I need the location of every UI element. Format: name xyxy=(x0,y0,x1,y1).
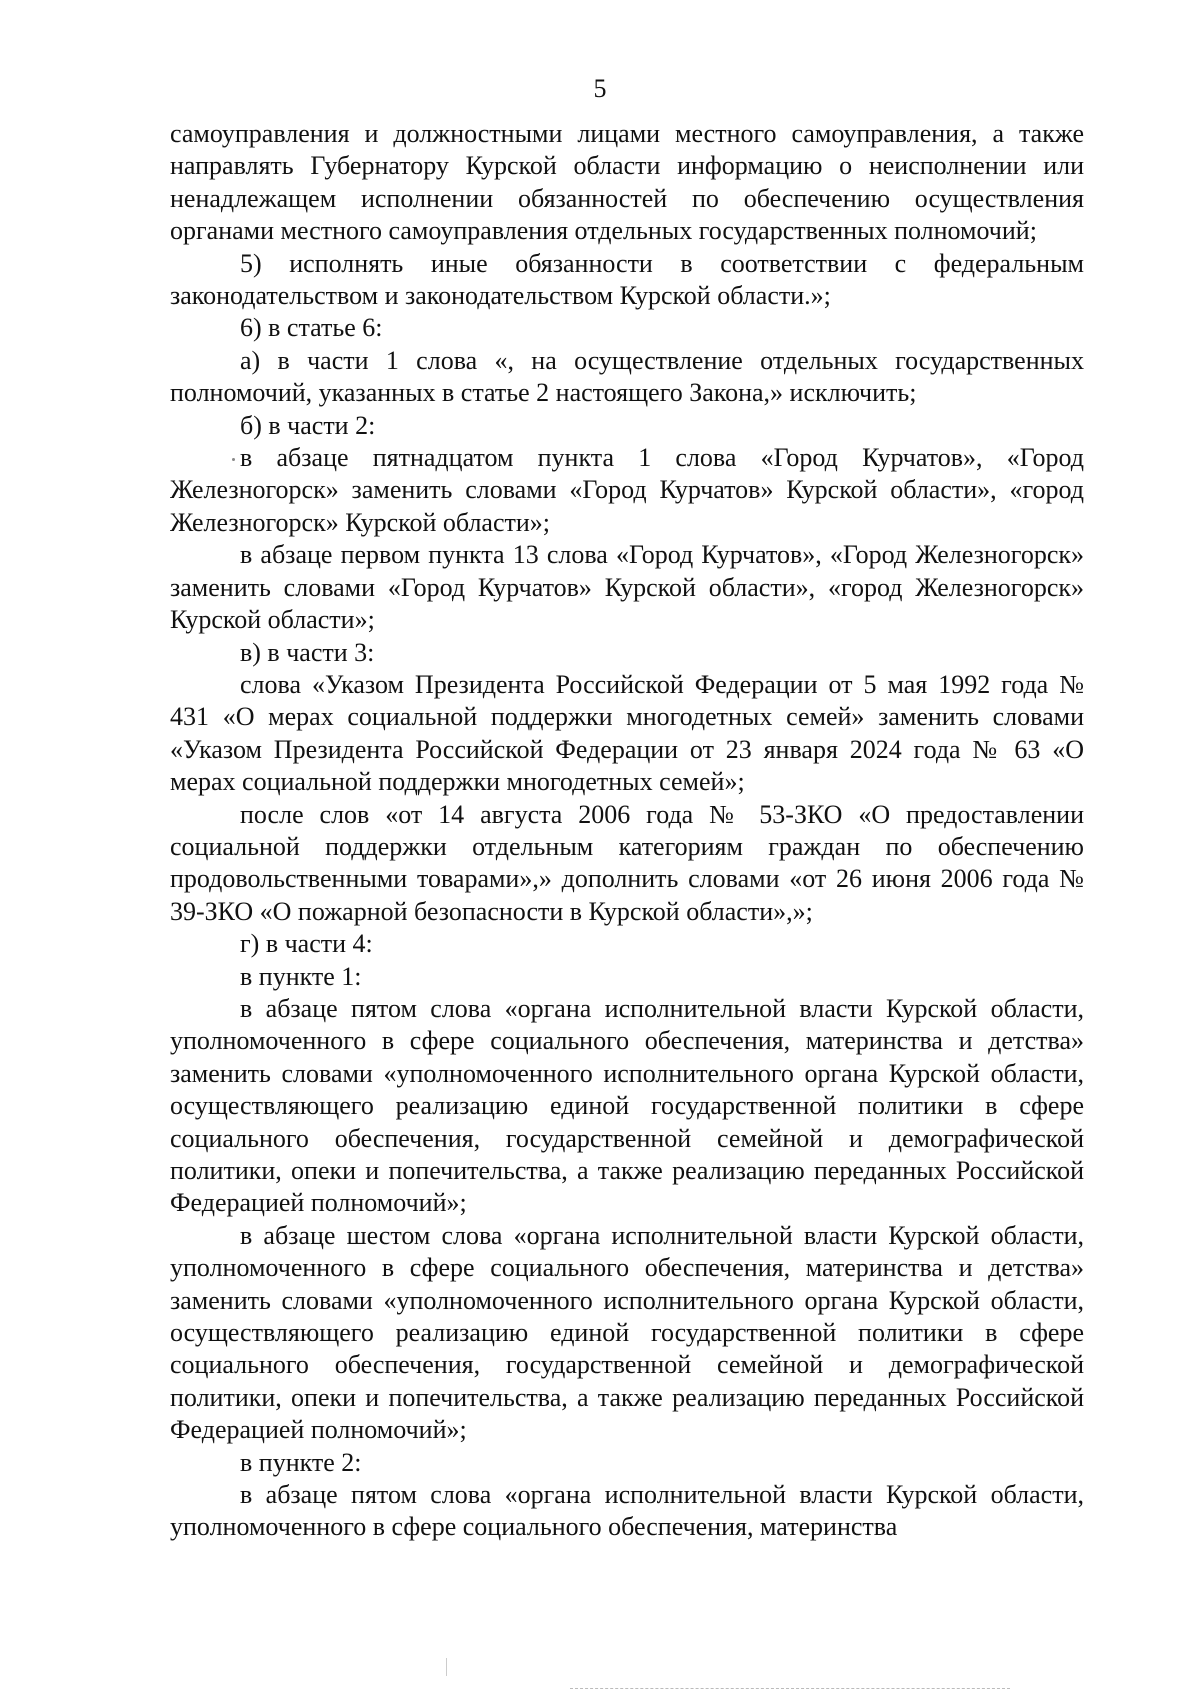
paragraph-part-2-heading: б) в части 2: xyxy=(240,410,376,440)
paragraph-law-addition: после слов «от 14 августа 2006 года № 53-ЗКО «О предоставлении социальной поддержки отдельным категориям граждан по обеспечению продовольственными товарами»,» дополнить словами «от 26 июня 2006 года № 39-ЗКО «О пожарной безопасности в Курской области»,»; xyxy=(170,799,1084,926)
page-number: 5 xyxy=(593,74,607,103)
paragraph-abzac-1-item-13: в абзаце первом пункта 13 слова «Город Курчатов», «Город Железногорск» заменить словами «Город Курчатов» Курской области», «город Железногорск» Курской области»; xyxy=(170,540,1084,635)
paragraph-part-3-heading: в) в части 3: xyxy=(240,637,375,667)
paragraph-item-1-heading: в пункте 1: xyxy=(240,961,362,991)
paragraph-abzac-15: в абзаце пятнадцатом пункта 1 слова «Город Курчатов», «Город Железногорск» заменить словами «Город Курчатов» Курской области», «город Железногорск» Курской области»; xyxy=(170,443,1084,537)
scan-artifact-dot xyxy=(232,458,235,461)
document-body xyxy=(170,118,1084,1544)
paragraph-continuation: самоуправления и должностными лицами местного самоуправления, а также направлять Губернатору Курской области информацию о неисполнении или ненадлежащем исполнении обязанностей по обеспечению осуществления органами местного самоуправления отдельных государственных полномочий; xyxy=(170,119,1084,246)
paragraph-abzac-5-item-2: в абзаце пятом слова «органа исполнительной власти Курской области, уполномоченного в сфере социального обеспечения, материнства xyxy=(170,1480,1084,1542)
scan-artifact-line xyxy=(570,1688,1010,1689)
paragraph-item-5: 5) исполнять иные обязанности в соответствии с федеральным законодательством и законодательством Курской области.»; xyxy=(170,248,1084,311)
paragraph-article-6-heading: 6) в статье 6: xyxy=(240,313,383,343)
paragraph-abzac-6: в абзаце шестом слова «органа исполнительной власти Курской области, уполномоченного в сфере социального обеспечения, материнства и детства» заменить словами «уполномоченного исполнительного органа Курской области, осуществляющего реализацию единой государственной политики в сфере социального обеспечения, государственной семейной и демографической политики, опеки и попечительства, а также реализацию переданных Российской Федерацией полномочий»; xyxy=(170,1220,1084,1445)
paragraph-item-2-heading: в пункте 2: xyxy=(240,1447,362,1477)
paragraph-part-1: а) в части 1 слова «, на осуществление отдельных государственных полномочий, указанных в статье 2 настоящего Закона,» исключить; xyxy=(170,345,1084,408)
paragraph-decree-replacement: слова «Указом Президента Российской Федерации от 5 мая 1992 года № 431 «О мерах социальной поддержки многодетных семей» заменить словами «Указом Президента Российской Федерации от 23 января 2024 года № 63 «О мерах социальной поддержки многодетных семей»; xyxy=(170,669,1084,797)
paragraph-abzac-5: в абзаце пятом слова «органа исполнительной власти Курской области, уполномоченного в сфере социального обеспечения, материнства и детства» заменить словами «уполномоченного исполнительного органа Курской области, осуществляющего реализацию единой государственной политики в сфере социального обеспечения, государственной семейной и демографической политики, опеки и попечительства, а также реализацию переданных Российской Федерацией полномочий»; xyxy=(170,993,1084,1218)
paragraph-part-4-heading: г) в части 4: xyxy=(240,929,373,959)
scan-artifact-tick xyxy=(446,1658,447,1676)
